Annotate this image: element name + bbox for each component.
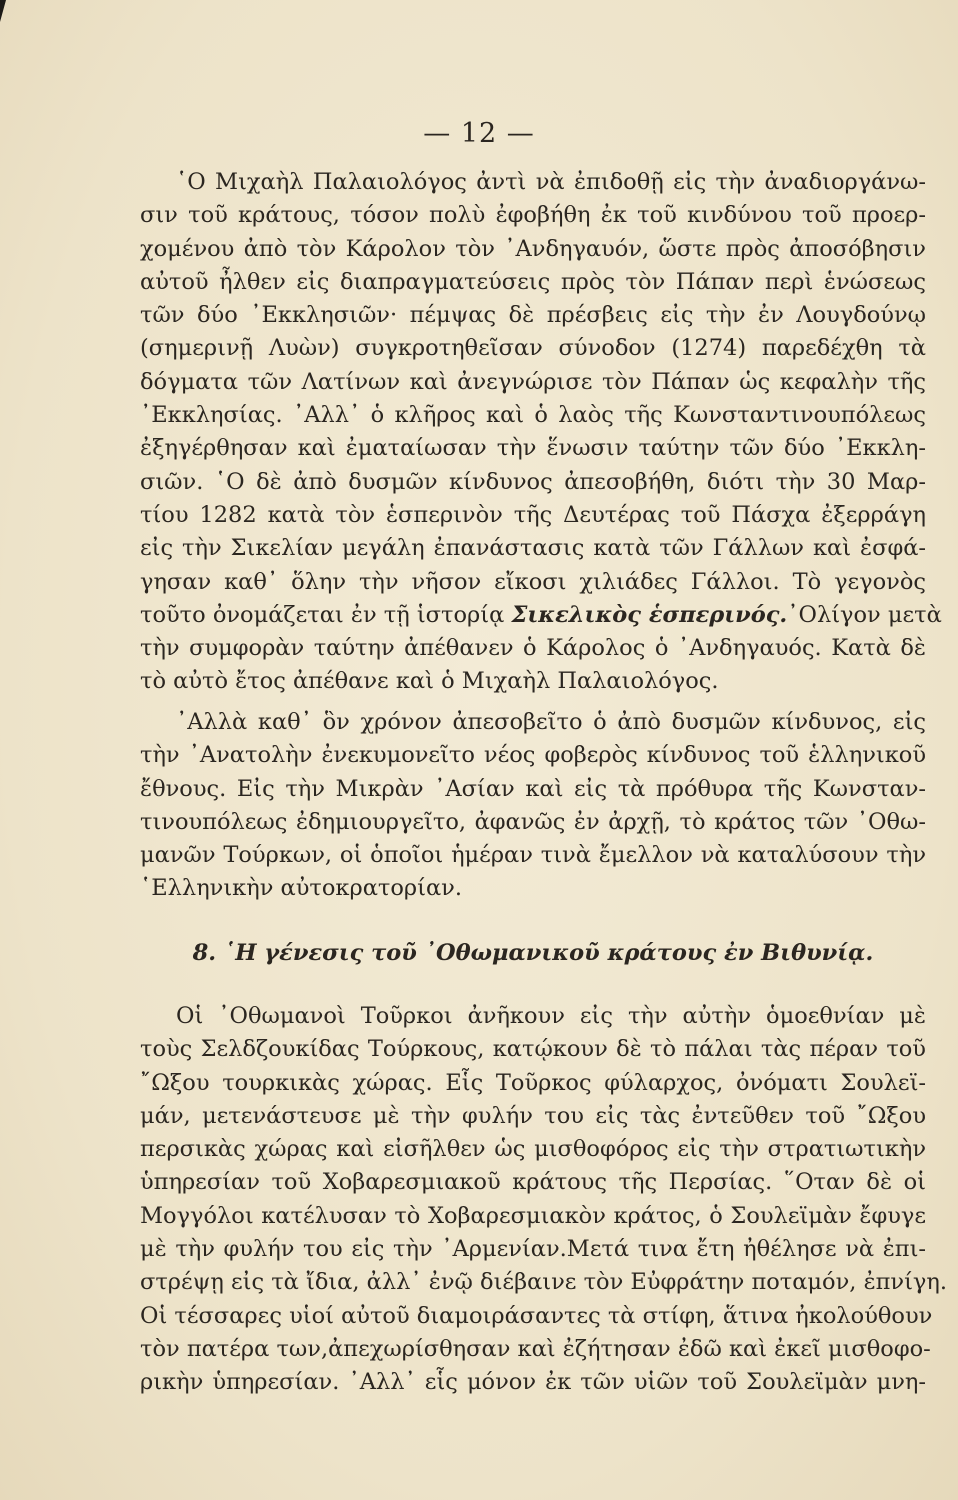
text-line: εἰς τὴν Σικελίαν μεγάλη ἐπανάστασις κατὰ τῶν Γάλλων καὶ ἐσφά- xyxy=(140,535,926,562)
text-line: ᾽Εκκλησίας. ᾽Αλλ᾽ ὁ κλῆρος καὶ ὁ λαὸς τῆς Κωνσταντινουπόλεως xyxy=(140,402,926,429)
text-line: περσικὰς χώρας καὶ εἰσῆλθεν ὡς μισθοφόρος εἰς τὴν στρατιωτικὴν xyxy=(140,1136,926,1163)
dark-corner xyxy=(0,0,6,22)
text-line: σιν τοῦ κράτους, τόσον πολὺ ἐφοβήθη ἐκ τοῦ κινδύνου τοῦ προερ- xyxy=(140,202,926,229)
text-line: Οἱ ᾽Οθωμανοὶ Τοῦρκοι ἀνῆκουν εἰς τὴν αὐτὴν ὁμοεθνίαν μὲ xyxy=(176,1003,926,1029)
text-line: μανῶν Τούρκων, οἱ ὁποῖοι ἡμέραν τινὰ ἔμελλον νὰ καταλύσουν τὴν xyxy=(140,842,926,869)
text-line: τινουπόλεως ἐδημιουργεῖτο, ἀφανῶς ἐν ἀρχῇ, τὸ κράτος τῶν ᾽Οθω- xyxy=(140,808,926,835)
text-line: ῾Ελληνικὴν αὐτοκρατορίαν. xyxy=(140,875,462,902)
section-heading: 8. ῾Η γένεσις τοῦ ᾽Οθωμανικοῦ κράτους ἐν Βιθυνίᾳ. xyxy=(192,940,874,966)
text-line: τοὺς Σελδζουκίδας Τούρκους, κατῴκουν δὲ τὸ πάλαι τὰς πέραν τοῦ xyxy=(140,1036,926,1063)
text-line: ᾽Αλλὰ καθ᾽ ὃν χρόνον ἀπεσοβεῖτο ὁ ἀπὸ δυσμῶν κίνδυνος, εἰς xyxy=(176,709,926,735)
text-line: Μογγόλοι κατέλυσαν τὸ Χοβαρεσμιακὸν κράτος, ὁ Σουλεϊμὰν ἔφυγε xyxy=(140,1202,926,1229)
text-line: τὴν ᾽Ανατολὴν ἐνεκυμονεῖτο νέος φοβερὸς κίνδυνος τοῦ ἑλληνικοῦ xyxy=(140,742,926,769)
text-line: μὲ τὴν φυλήν του εἰς τὴν ᾽Αρμενίαν.Μετά τινα ἔτη ἠθέλησε νὰ ἐπι- xyxy=(140,1236,926,1263)
text-line: Οἱ τέσσαρες υἱοί αὐτοῦ διαμοιράσαντες τὰ στίφη, ἅτινα ἠκολούθουν xyxy=(140,1302,933,1329)
text-line: ῎Ωξου τουρκικὰς χώρας. Εἷς Τοῦρκος φύλαρχος, ὀνόματι Σουλεϊ- xyxy=(140,1069,926,1096)
text-line: τὸν πατέρα των,ἀπεχωρίσθησαν καὶ ἐζήτησαν ἐδῶ καὶ ἐκεῖ μισθοφο- xyxy=(140,1335,931,1362)
text-line: δόγματα τῶν Λατίνων καὶ ἀνεγνώρισε τὸν Πάπαν ὡς κεφαλὴν τῆς xyxy=(140,368,926,395)
text-line: ἐξηγέρθησαν καὶ ἐματαίωσαν τὴν ἕνωσιν ταύτην τῶν δύο ᾽Εκκλη- xyxy=(140,435,926,462)
text-line: στρέψῃ εἰς τὰ ἴδια, ἀλλ᾽ ἐνῷ διέβαινε τὸν Εὐφράτην ποταμόν, ἐπνίγη. xyxy=(140,1269,948,1296)
text-line: τὴν συμφορὰν ταύτην ἀπέθανεν ὁ Κάρολος ὁ ᾽Ανδηγαυός. Κατὰ δὲ xyxy=(140,635,926,662)
text-line: ὑπηρεσίαν τοῦ Χοβαρεσμιακοῦ κράτους τῆς Περσίας. ῞Οταν δὲ οἱ xyxy=(140,1169,926,1196)
text-line: (σημερινῇ Λυὼν) συγκροτηθεῖσαν σύνοδον (1274) παρεδέχθη τὰ xyxy=(140,335,926,362)
page-number: — 12 — xyxy=(423,118,535,149)
text-line: τὸ αὐτὸ ἔτος ἀπέθανε καὶ ὁ Μιχαὴλ Παλαιολόγος. xyxy=(140,668,719,695)
text-line: μάν, μετενάστευσε μὲ τὴν φυλήν του εἰς τὰς ἐντεῦθεν τοῦ ῎Ωξου xyxy=(140,1102,926,1129)
text-line: ρικὴν ὑπηρεσίαν. ᾽Αλλ᾽ εἷς μόνον ἐκ τῶν υἱῶν τοῦ Σουλεϊμὰν μνη- xyxy=(140,1369,926,1396)
text-line: ἔθνους. Εἰς τὴν Μικρὰν ᾽Ασίαν καὶ εἰς τὰ πρόθυρα τῆς Κωνσταν- xyxy=(140,775,926,802)
text-line: ῾Ο Μιχαὴλ Παλαιολόγος ἀντὶ νὰ ἐπιδοθῇ εἰς τὴν ἀναδιοργάνω- xyxy=(176,169,926,195)
paragraph-ottoman-origins xyxy=(140,1000,948,1400)
paragraph-ottoman-danger xyxy=(140,706,926,906)
emphasis-sicilian-vespers: Σικελικὸς ἑσπερινός. xyxy=(511,601,788,628)
text-line: σιῶν. ῾Ο δὲ ἀπὸ δυσμῶν κίνδυνος ἀπεσοβήθη, διότι τὴν 30 Μαρ- xyxy=(140,468,926,495)
text-line: αὐτοῦ ἦλθεν εἰς διαπραγματεύσεις πρὸς τὸν Πάπαν περὶ ἑνώσεως xyxy=(140,268,926,295)
text-fragment: ᾽Ολίγον μετὰ xyxy=(787,601,942,628)
text-line: χομένου ἀπὸ τὸν Κάρολον τὸν ᾽Ανδηγαυόν, ὥστε πρὸς ἀποσόβησιν xyxy=(140,235,926,262)
text-line-with-emphasis xyxy=(140,599,942,632)
text-fragment: τοῦτο ὀνομάζεται ἐν τῇ ἱστορίᾳ xyxy=(140,601,505,628)
paragraph-michael-palaiologos xyxy=(140,166,942,699)
text-line: γησαν καθ᾽ ὅλην τὴν νῆσον εἴκοσι χιλιάδες Γάλλοι. Τὸ γεγονὸς xyxy=(140,568,926,595)
text-line: τῶν δύο ᾽Εκκλησιῶν· πέμψας δὲ πρέσβεις εἰς τὴν ἐν Λουγδούνῳ xyxy=(140,302,926,329)
text-line: τίου 1282 κατὰ τὸν ἑσπερινὸν τῆς Δευτέρας τοῦ Πάσχα ἐξερράγη xyxy=(140,501,926,528)
